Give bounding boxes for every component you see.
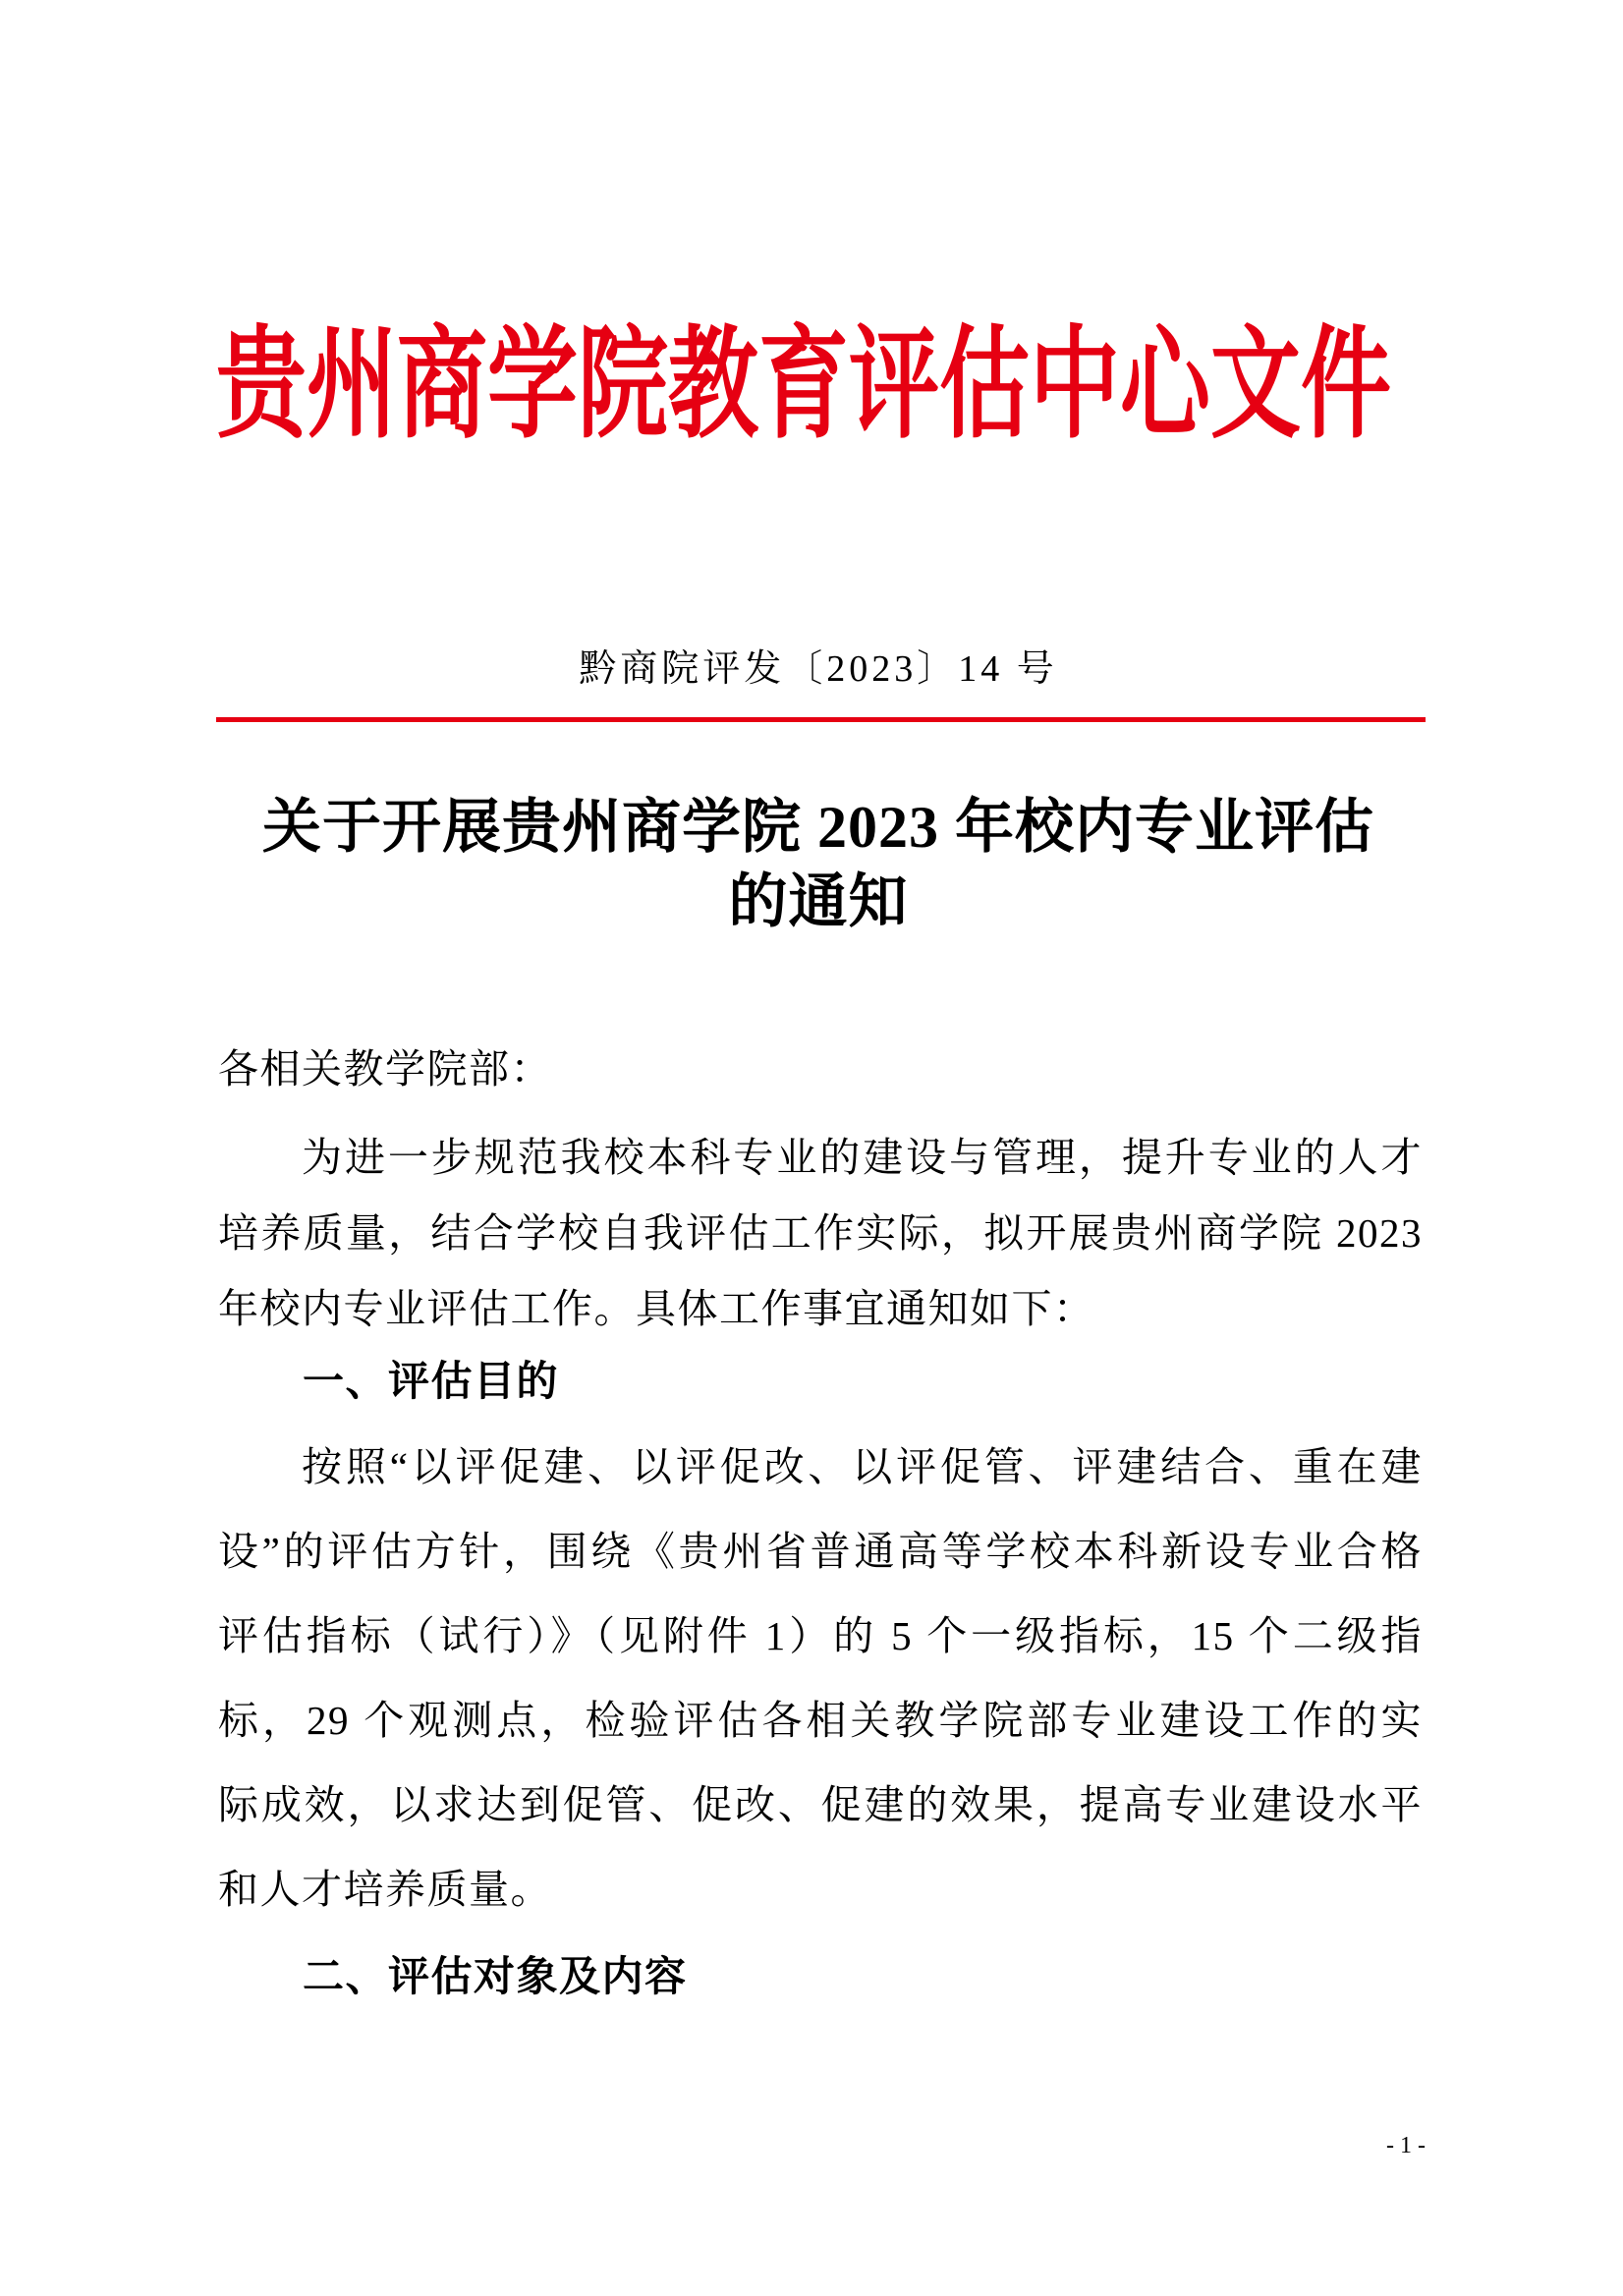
paragraph-2 bbox=[218, 1425, 1423, 1932]
red-divider-line bbox=[216, 717, 1426, 722]
paragraph-line: 按照“以评促建、以评促改、以评促管、评建结合、重在建 bbox=[302, 1444, 1423, 1489]
paragraph-line: 评估指标（试行）》（见附件 1）的 5 个一级指标，15 个二级指 bbox=[218, 1613, 1423, 1658]
paragraph-line: 和人才培养质量。 bbox=[218, 1867, 552, 1912]
paragraph-line: 年校内专业评估工作。具体工作事宜通知如下： bbox=[218, 1286, 1095, 1331]
section-heading-1: 一、评估目的 bbox=[303, 1358, 560, 1404]
paragraph-line: 设”的评估方针，围绕《贵州省普通高等学校本科新设专业合格 bbox=[218, 1529, 1423, 1574]
salutation: 各相关教学院部： bbox=[218, 1046, 552, 1092]
title-line: 关于开展贵州商学院 2023 年校内专业评估 bbox=[262, 795, 1374, 860]
paragraph-line: 为进一步规范我校本科专业的建设与管理，提升专业的人才 bbox=[302, 1135, 1423, 1180]
page-number: - 1 - bbox=[1386, 2133, 1426, 2158]
document-title bbox=[218, 790, 1419, 939]
paragraph-line: 际成效，以求达到促管、促改、促建的效果，提高专业建设水平 bbox=[218, 1782, 1423, 1827]
paragraph-line: 标，29 个观测点，检验评估各相关教学院部专业建设工作的实 bbox=[218, 1698, 1423, 1743]
issuer-header-text: 贵州商学院教育评估中心文件 bbox=[216, 317, 1392, 453]
paragraph-line: 培养质量，结合学校自我评估工作实际，拟开展贵州商学院 2023 bbox=[218, 1210, 1423, 1256]
title-line: 的通知 bbox=[728, 869, 909, 934]
document-number: 黔商院评发〔2023〕14 号 bbox=[579, 648, 1058, 690]
section-heading-2: 二、评估对象及内容 bbox=[303, 1953, 688, 1999]
issuer-header bbox=[216, 317, 1395, 453]
paragraph-1 bbox=[218, 1120, 1423, 1347]
